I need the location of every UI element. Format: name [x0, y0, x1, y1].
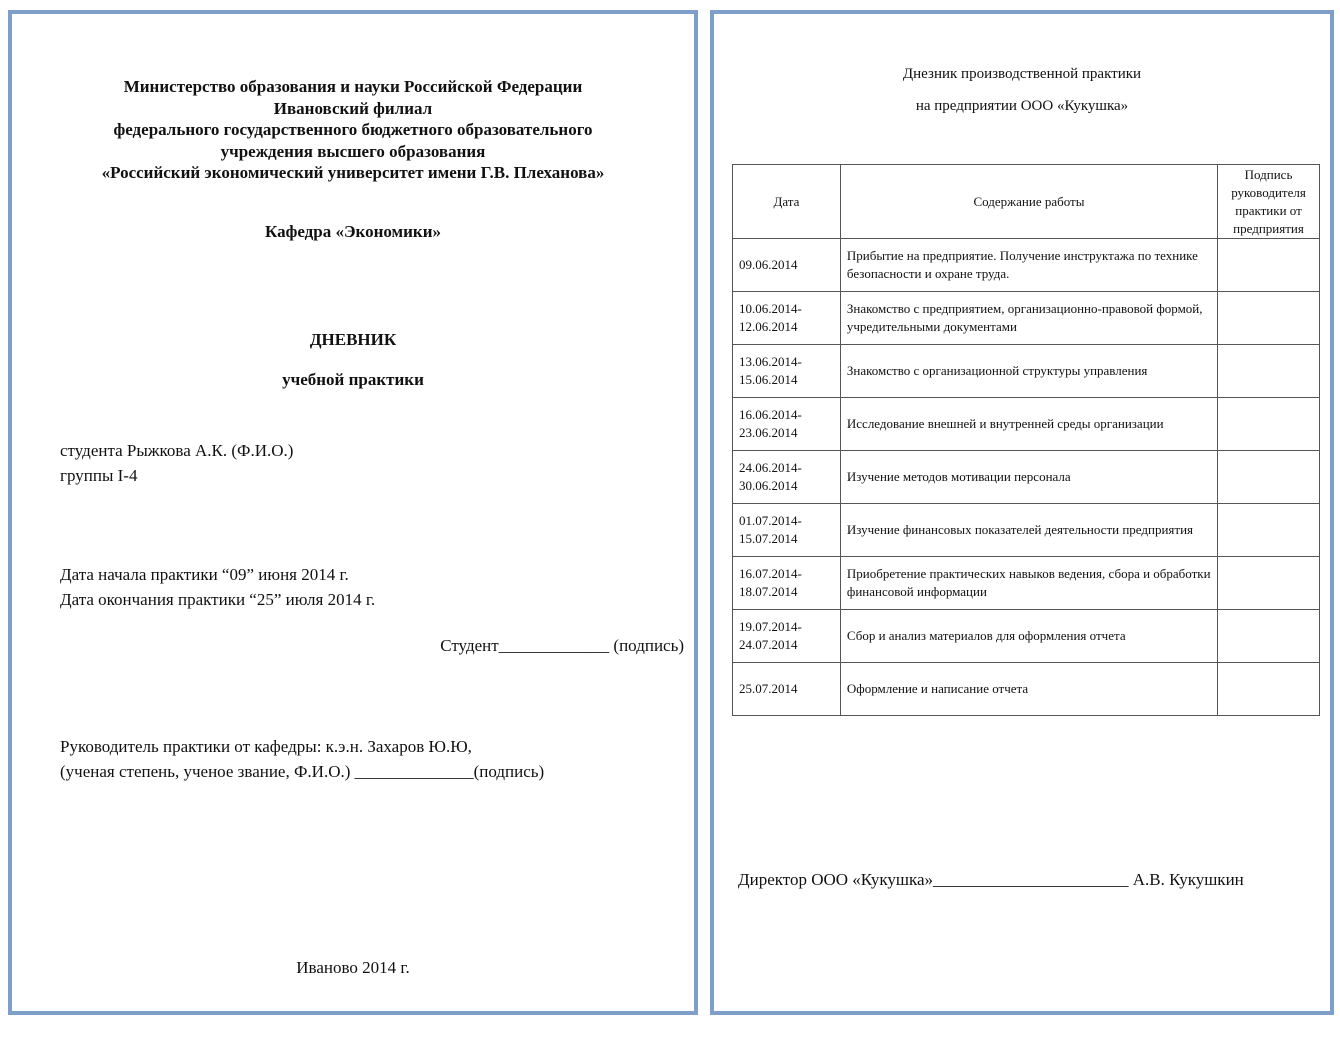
row-content: Изучение методов мотивации персонала: [840, 451, 1217, 504]
row-date: 16.07.2014-18.07.2014: [733, 557, 841, 610]
row-content: Сбор и анализ материалов для оформления отчета: [840, 610, 1217, 663]
row-date: 13.06.2014-15.06.2014: [733, 345, 841, 398]
table-row: [733, 239, 1320, 292]
row-date: 01.07.2014-15.07.2014: [733, 504, 841, 557]
end-date: Дата окончания практики “25” июля 2014 г.: [60, 590, 376, 609]
ministry-line: Министерство образования и науки Российской Федерации: [123, 77, 583, 96]
supervisor-name: Руководитель практики от кафедры: к.э.н. Захаров Ю.Ю,: [60, 737, 472, 756]
row-content: Исследование внешней и внутренней среды организации: [840, 398, 1217, 451]
table-row: [733, 663, 1320, 716]
row-date: 09.06.2014: [733, 239, 841, 292]
table-row: [733, 345, 1320, 398]
table-row: [733, 504, 1320, 557]
student-signature-line: Студент_____________ (подпись): [440, 636, 684, 655]
row-content: Изучение финансовых показателей деятельности предприятия: [840, 504, 1217, 557]
diary-title: ДНЕВНИК: [309, 330, 397, 349]
row-signature: [1218, 663, 1320, 716]
department-title: Кафедра «Экономики»: [264, 222, 442, 241]
ministry-line: учреждения высшего образования: [220, 141, 486, 161]
diary-subtitle: учебной практики: [282, 370, 424, 389]
city-year: Иваново 2014 г.: [296, 958, 410, 977]
start-date: Дата начала практики “09” июня 2014 г.: [60, 565, 349, 584]
table-row: [733, 398, 1320, 451]
header-date: Дата: [733, 165, 841, 239]
row-signature: [1218, 557, 1320, 610]
header-content: Содержание работы: [840, 165, 1217, 239]
row-date: 25.07.2014: [733, 663, 841, 716]
practice-dates: [60, 562, 375, 612]
row-content: Оформление и написание отчета: [840, 663, 1217, 716]
table-row: [733, 610, 1320, 663]
ministry-line: федерального государственного бюджетного образовательного: [113, 120, 593, 139]
header-signature: Подпись руководителя практики от предприятия: [1218, 165, 1320, 239]
diary-company: на предприятии ООО «Кукушка»: [915, 98, 1129, 114]
table-row: [733, 451, 1320, 504]
diary-page: [710, 10, 1334, 1015]
row-signature: [1218, 451, 1320, 504]
row-date: 24.06.2014-30.06.2014: [733, 451, 841, 504]
ministry-line: Ивановский филиал: [273, 98, 433, 118]
diary-table: [732, 164, 1320, 716]
row-content: Знакомство с предприятием, организационно-правовой формой, учредительными документами: [840, 292, 1217, 345]
row-signature: [1218, 292, 1320, 345]
student-info: [60, 438, 293, 488]
row-content: Приобретение практических навыков ведения, сбора и обработки финансовой информации: [840, 557, 1217, 610]
row-signature: [1218, 398, 1320, 451]
row-date: 19.07.2014-24.07.2014: [733, 610, 841, 663]
row-content: Знакомство с организационной структуры управления: [840, 345, 1217, 398]
row-date: 16.06.2014-23.06.2014: [733, 398, 841, 451]
row-signature: [1218, 345, 1320, 398]
ministry-line: «Российский экономический университет имени Г.В. Плеханова»: [101, 163, 605, 182]
row-content: Прибытие на предприятие. Получение инструктажа по технике безопасности и охране труда.: [840, 239, 1217, 292]
supervisor-signature: (ученая степень, ученое звание, Ф.И.О.) ______________(подпись): [60, 762, 545, 781]
student-name: студента Рыжкова А.К. (Ф.И.О.): [60, 441, 294, 460]
diary-heading: Днезник производственной практики: [902, 66, 1142, 82]
table-row: [733, 557, 1320, 610]
title-page: [8, 10, 698, 1015]
row-signature: [1218, 239, 1320, 292]
supervisor-info: [60, 734, 544, 784]
row-date: 10.06.2014-12.06.2014: [733, 292, 841, 345]
ministry-header: [12, 76, 694, 184]
row-signature: [1218, 504, 1320, 557]
student-group: группы I-4: [60, 466, 138, 485]
table-header-row: [733, 165, 1320, 239]
director-signature-line: Директор ООО «Кукушка»_______________________ А.В. Кукушкин: [738, 870, 1244, 889]
table-row: [733, 292, 1320, 345]
row-signature: [1218, 610, 1320, 663]
